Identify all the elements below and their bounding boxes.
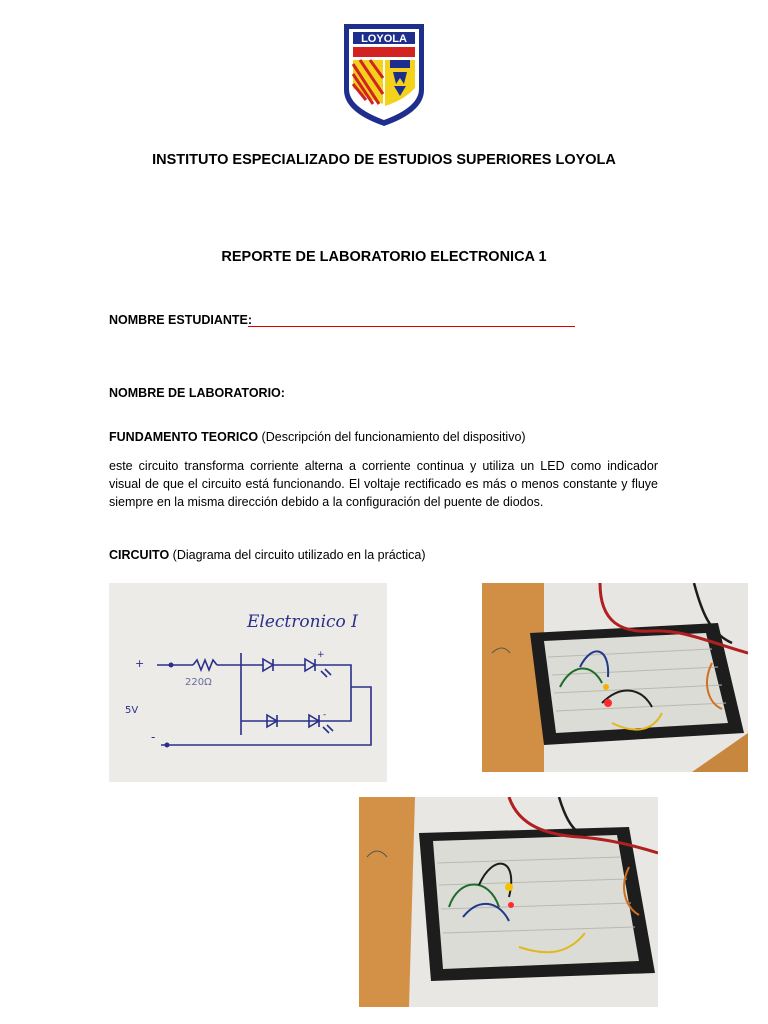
lab-name-label: NOMBRE DE LABORATORIO:	[109, 386, 285, 400]
fundamento-label: FUNDAMENTO TEORICO	[109, 430, 259, 444]
circuito-heading	[109, 548, 426, 562]
sketch-voltage-label: 5V	[125, 705, 139, 716]
student-name-blank-line	[248, 326, 575, 327]
logo-text: LOYOLA	[361, 33, 407, 45]
circuito-label: CIRCUITO	[109, 548, 170, 562]
sketch-resistor-label: 220Ω	[185, 677, 212, 688]
sketch-led-plus: +	[317, 650, 325, 660]
sketch-plus-sign: +	[135, 657, 145, 670]
loyola-logo	[338, 20, 430, 130]
circuit-sketch-photo	[109, 583, 387, 782]
sketch-title: Electronico I	[247, 612, 358, 632]
fundamento-paragraph: este circuito transforma corriente alterna a corriente continua y utiliza un LED como indicador visual de que el circuito está funcionando. El voltaje rectificado es más o menos constante y fluye siempre en la misma dirección debido a la configuración del puente de diodos.	[109, 459, 658, 509]
report-title: REPORTE DE LABORATORIO ELECTRONICA 1	[221, 249, 547, 265]
student-name-label: NOMBRE ESTUDIANTE:	[109, 313, 253, 327]
fundamento-note: (Descripción del funcionamiento del dispositivo)	[258, 430, 526, 444]
sketch-led-minus: -	[323, 710, 327, 720]
institution-name: INSTITUTO ESPECIALIZADO DE ESTUDIOS SUPERIORES LOYOLA	[152, 152, 616, 168]
circuito-note: (Diagrama del circuito utilizado en la práctica)	[169, 548, 426, 562]
fundamento-heading	[109, 430, 526, 444]
breadboard-photo-2	[359, 797, 658, 1007]
sketch-minus-sign: -	[151, 730, 156, 744]
breadboard-photo-1	[482, 583, 748, 772]
